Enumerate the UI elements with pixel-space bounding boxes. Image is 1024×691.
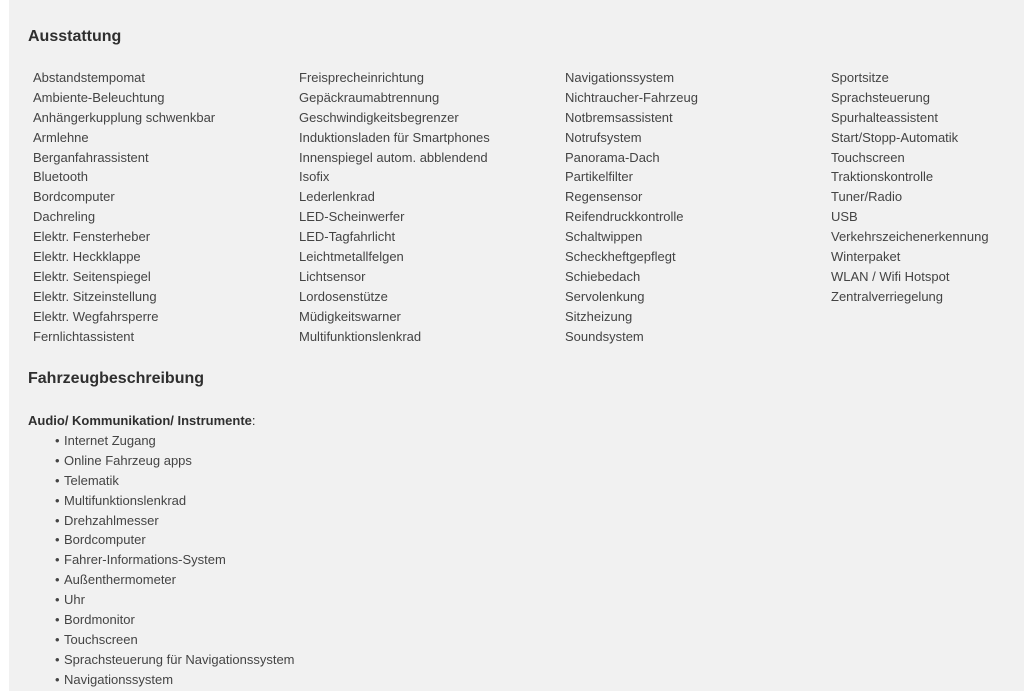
description-list-item [55, 451, 295, 471]
feature-item: Müdigkeitswarner [299, 308, 401, 324]
feature-item: Soundsystem [565, 328, 644, 344]
feature-column [299, 68, 490, 346]
page-left-edge [0, 0, 9, 691]
description-list-item [55, 630, 295, 650]
description-list-item [55, 511, 295, 531]
feature-item: Schaltwippen [565, 229, 643, 245]
description-item-label: Navigationssystem [64, 671, 174, 687]
feature-item: Start/Stopp-Automatik [831, 129, 959, 145]
description-item-label: Uhr [64, 592, 85, 608]
feature-item: Lordosenstütze [299, 288, 388, 304]
description-list-item [55, 610, 295, 630]
group-heading-label: Audio/ Kommunikation/ Instrumente [28, 413, 252, 428]
bullet-glyph: • [55, 512, 60, 528]
feature-item: Induktionsladen für Smartphones [299, 129, 490, 145]
description-list-item [55, 570, 295, 590]
feature-item: Isofix [299, 169, 330, 185]
feature-item: Traktionskontrolle [831, 169, 934, 185]
feature-item: Regensensor [565, 189, 643, 205]
description-list-item [55, 550, 295, 570]
feature-item: Touchscreen [831, 149, 905, 165]
feature-item: Elektr. Heckklappe [33, 249, 141, 265]
description-item-label: Bordcomputer [64, 532, 146, 548]
feature-item: Abstandstempomat [33, 70, 146, 85]
bullet-glyph: • [55, 472, 60, 488]
description-list-item [55, 670, 295, 690]
feature-grid [33, 68, 1024, 348]
feature-item: LED-Tagfahrlicht [299, 229, 396, 245]
fahrzeugbeschreibung-heading: Fahrzeugbeschreibung [28, 370, 205, 387]
description-list-item [55, 590, 295, 610]
description-item-label: Internet Zugang [64, 433, 156, 448]
description-bullet-list [55, 431, 295, 690]
feature-item: Winterpaket [831, 249, 901, 265]
bullet-glyph: • [55, 433, 60, 448]
feature-item: USB [831, 209, 858, 225]
feature-item: Lederlenkrad [299, 189, 375, 205]
description-item-label: Touchscreen [64, 631, 138, 647]
description-item-label: Online Fahrzeug apps [64, 452, 192, 468]
feature-item: Geschwindigkeitsbegrenzer [299, 109, 459, 125]
feature-item: Navigationssystem [565, 70, 675, 85]
feature-item: Reifendruckkontrolle [565, 209, 684, 225]
feature-item: Panorama-Dach [565, 149, 660, 165]
feature-item: Berganfahrassistent [33, 149, 149, 165]
bullet-glyph: • [55, 492, 60, 508]
feature-item: Fernlichtassistent [33, 328, 135, 344]
feature-item: Freisprecheinrichtung [299, 70, 425, 85]
bullet-glyph: • [55, 651, 60, 667]
feature-column [33, 68, 215, 346]
bullet-glyph: • [55, 631, 60, 647]
feature-item: Zentralverriegelung [831, 288, 944, 304]
feature-item: Anhängerkupplung schwenkbar [33, 109, 216, 125]
bullet-glyph: • [55, 572, 60, 588]
description-list-item [55, 650, 295, 670]
bullet-glyph: • [55, 671, 60, 687]
feature-item: Nichtraucher-Fahrzeug [565, 89, 698, 105]
feature-item: Notbremsassistent [565, 109, 673, 125]
description-list-item [55, 491, 295, 511]
vehicle-details-page [9, 0, 1024, 691]
feature-item: Innenspiegel autom. abblendend [299, 149, 488, 165]
feature-item: Bluetooth [33, 169, 88, 185]
bullet-glyph: • [55, 552, 60, 568]
feature-item: Verkehrszeichenerkennung [831, 229, 989, 245]
feature-item: Sportsitze [831, 70, 889, 85]
feature-item: Armlehne [33, 129, 89, 145]
feature-item: Tuner/Radio [831, 189, 903, 205]
feature-item: Elektr. Seitenspiegel [33, 268, 151, 284]
description-item-label: Außenthermometer [64, 572, 176, 588]
description-item-label: Multifunktionslenkrad [64, 492, 187, 508]
feature-item: Schiebedach [565, 268, 641, 284]
description-list-item [55, 530, 295, 550]
feature-item: LED-Scheinwerfer [299, 209, 405, 225]
feature-column [831, 68, 989, 307]
feature-item: Scheckheftgepflegt [565, 249, 676, 265]
group-heading-colon: : [251, 413, 256, 428]
description-list-item [55, 431, 295, 451]
feature-item: Multifunktionslenkrad [299, 328, 422, 344]
group-heading [28, 412, 256, 430]
feature-item: Leichtmetallfelgen [299, 249, 404, 265]
feature-item: WLAN / Wifi Hotspot [831, 268, 950, 284]
feature-item: Notrufsystem [565, 129, 642, 145]
feature-item: Dachreling [33, 209, 96, 225]
feature-item: Elektr. Fensterheber [33, 229, 151, 245]
description-item-label: Sprachsteuerung für Navigationssystem [64, 651, 295, 667]
feature-item: Gepäckraumabtrennung [299, 89, 440, 105]
feature-item: Sitzheizung [565, 308, 633, 324]
feature-item: Sprachsteuerung [831, 89, 931, 105]
description-item-label: Telematik [64, 472, 119, 488]
feature-item: Partikelfilter [565, 169, 633, 185]
description-list-item [55, 471, 295, 491]
feature-item: Elektr. Wegfahrsperre [33, 308, 159, 324]
description-item-label: Bordmonitor [64, 612, 135, 628]
bullet-glyph: • [55, 452, 60, 468]
feature-item: Elektr. Sitzeinstellung [33, 288, 157, 304]
bullet-glyph: • [55, 592, 60, 608]
ausstattung-heading: Ausstattung [28, 28, 122, 45]
feature-item: Ambiente-Beleuchtung [33, 89, 165, 105]
description-item-label: Drehzahlmesser [64, 512, 159, 528]
feature-item: Bordcomputer [33, 189, 115, 205]
feature-item: Spurhalteassistent [831, 109, 938, 125]
description-item-label: Fahrer-Informations-System [64, 552, 226, 568]
feature-item: Lichtsensor [299, 268, 366, 284]
feature-item: Servolenkung [565, 288, 645, 304]
bullet-glyph: • [55, 532, 60, 548]
feature-column [565, 68, 698, 346]
bullet-glyph: • [55, 612, 60, 628]
